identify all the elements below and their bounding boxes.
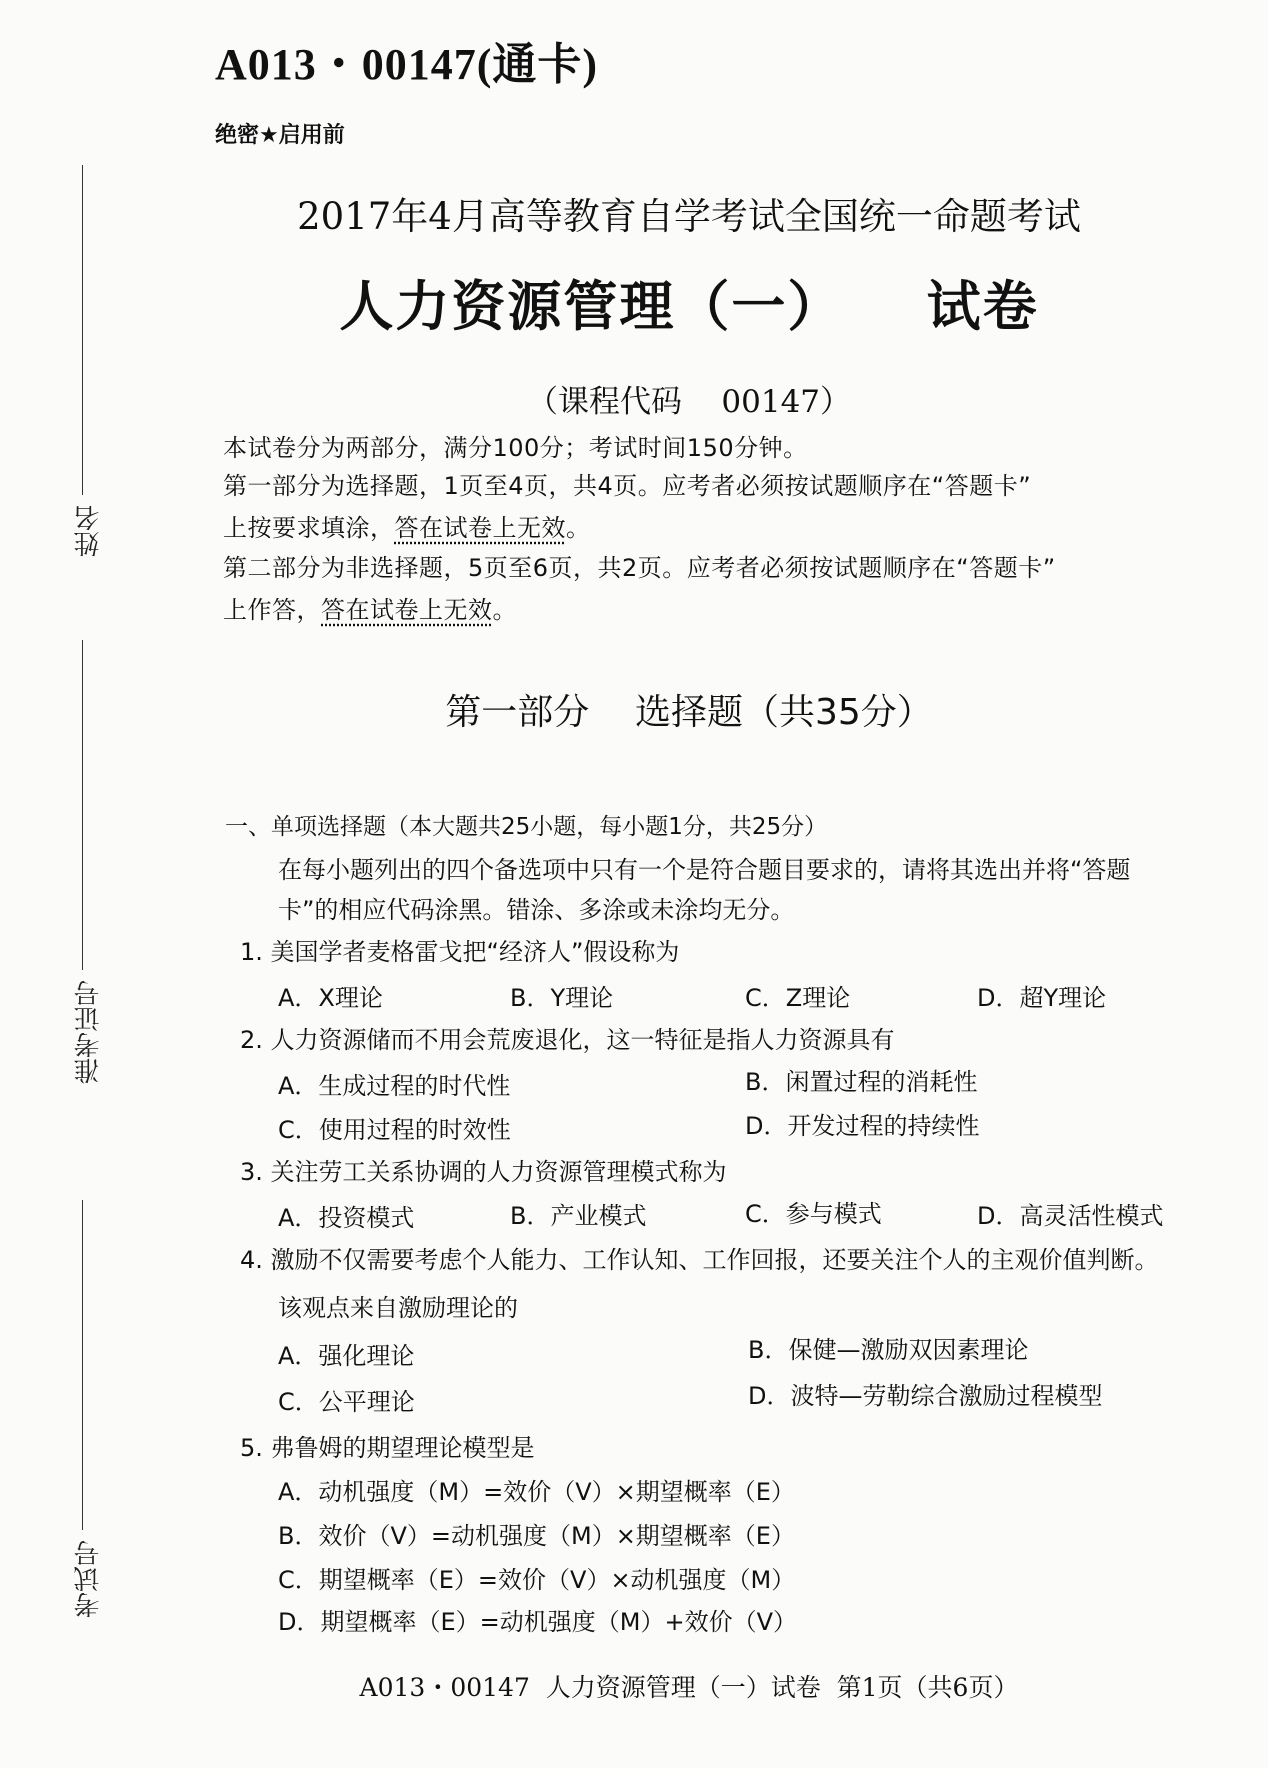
intro-line-1: 本试卷分为两部分，满分100分；考试时间150分钟。 [223, 434, 808, 462]
intro-line-3a: 上按要求填涂， [223, 514, 395, 542]
q5-option-b: B．效价（V）=动机强度（M）×期望概率（E） [278, 1522, 795, 1550]
intro-line-5c: 。 [492, 596, 517, 624]
paper-title: 人力资源管理（一） 试卷 [339, 275, 1039, 338]
section1-instruction-2: 卡”的相应代码涂黑。错涂、多涂或未涂均无分。 [278, 896, 795, 924]
confidential-mark: 绝密★启用前 [215, 123, 345, 148]
course-code: （课程代码 00147） [526, 384, 852, 420]
q2-option-b: B．闲置过程的消耗性 [745, 1068, 978, 1096]
question-1-stem: 1. 美国学者麦格雷戈把“经济人”假设称为 [240, 938, 680, 966]
q4-option-c: C．公平理论 [278, 1388, 415, 1416]
intro-line-3 [223, 508, 591, 543]
section1-instruction-1: 在每小题列出的四个备选项中只有一个是符合题目要求的，请将其选出并将“答题 [278, 856, 1131, 884]
q3-option-b: B．产业模式 [510, 1202, 647, 1230]
q4-option-b: B．保健—激励双因素理论 [748, 1336, 1029, 1364]
q2-option-c: C．使用过程的时效性 [278, 1116, 511, 1144]
intro-line-5-emphasis: 答在试卷上无效 [321, 596, 493, 624]
q5-option-c: C．期望概率（E）=效价（V）×动机强度（M） [278, 1566, 796, 1594]
q2-option-a: A．生成过程的时代性 [278, 1072, 511, 1100]
question-5-stem: 5. 弗鲁姆的期望理论模型是 [240, 1434, 535, 1462]
margin-line-3 [82, 1200, 83, 1530]
question-2-stem: 2. 人力资源储而不用会荒废退化，这一特征是指人力资源具有 [240, 1026, 895, 1054]
q1-option-b: B．Y理论 [510, 984, 614, 1012]
intro-line-5a: 上作答， [223, 596, 321, 624]
question-3-stem: 3. 关注劳工关系协调的人力资源管理模式称为 [240, 1158, 727, 1186]
name-label: 姓名 [74, 505, 104, 557]
page-footer: A013・00147 人力资源管理（一）试卷 第1页（共6页） [359, 1673, 1019, 1702]
q3-option-a: A．投资模式 [278, 1204, 415, 1232]
exam-number-label: 考试号 [74, 1540, 104, 1618]
intro-line-5 [223, 590, 517, 625]
question-4-stem: 4. 激励不仅需要考虑个人能力、工作认知、工作回报，还要关注个人的主观价值判断。 [240, 1246, 1159, 1274]
paper-code: A013・00147(通卡) [215, 40, 599, 89]
q4-option-a: A．强化理论 [278, 1342, 415, 1370]
q2-option-d: D．开发过程的持续性 [745, 1112, 980, 1140]
question-4-stem-2: 该观点来自激励理论的 [278, 1294, 518, 1322]
q4-option-d: D．波特—劳勒综合激励过程模型 [748, 1382, 1103, 1410]
intro-line-2: 第一部分为选择题，1页至4页，共4页。应考者必须按试题顺序在“答题卡” [223, 472, 1032, 500]
admission-number-label: 准考证号 [74, 980, 104, 1084]
q3-option-d: D．高灵活性模式 [977, 1202, 1164, 1230]
part1-title: 第一部分 选择题（共35分） [445, 692, 933, 733]
intro-line-4: 第二部分为非选择题，5页至6页，共2页。应考者必须按试题顺序在“答题卡” [223, 554, 1056, 582]
q5-option-a: A．动机强度（M）=效价（V）×期望概率（E） [278, 1478, 795, 1506]
q5-option-d: D．期望概率（E）=动机强度（M）+效价（V） [278, 1608, 797, 1636]
intro-line-3-emphasis: 答在试卷上无效 [394, 514, 566, 542]
q1-option-c: C．Z理论 [745, 984, 851, 1012]
q3-option-c: C．参与模式 [745, 1200, 882, 1228]
intro-line-3c: 。 [566, 514, 591, 542]
q1-option-d: D．超Y理论 [977, 984, 1107, 1012]
exam-title: 2017年4月高等教育自学考试全国统一命题考试 [297, 195, 1081, 238]
q1-option-a: A．X理论 [278, 984, 383, 1012]
section1-title: 一、单项选择题（本大题共25小题，每小题1分，共25分） [225, 814, 828, 840]
